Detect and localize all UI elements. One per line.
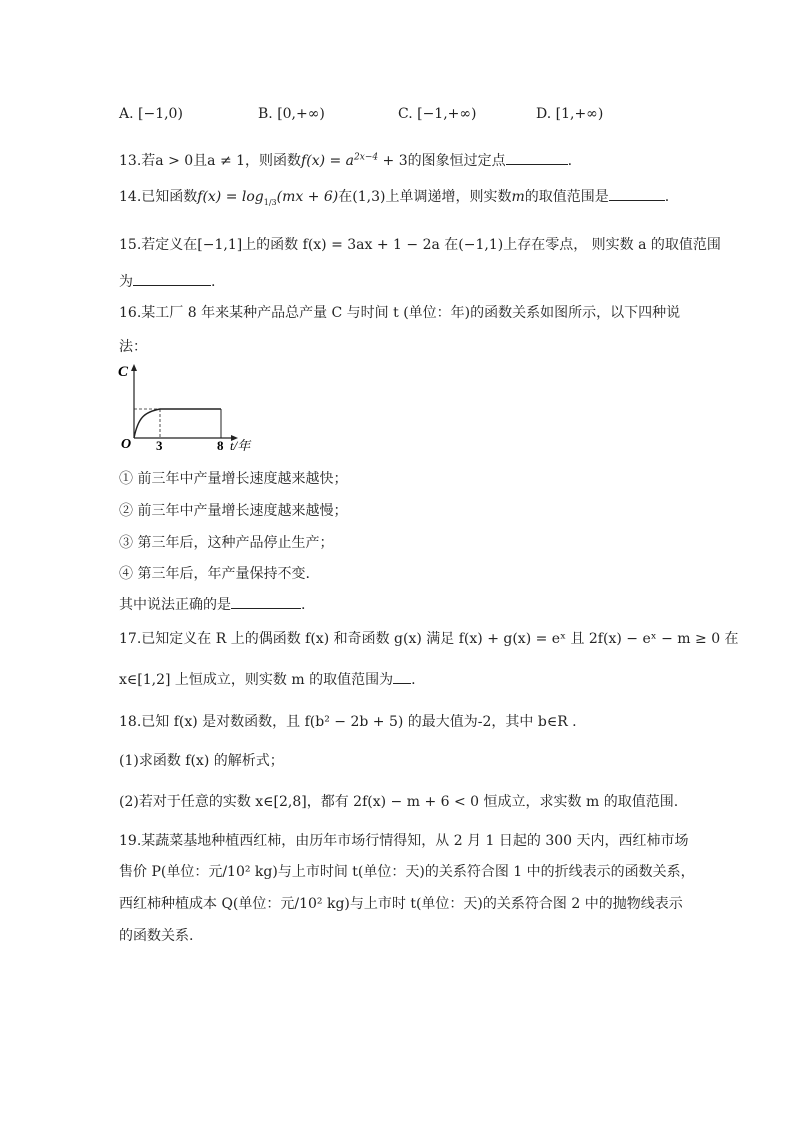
question-17-line2: [119, 669, 416, 689]
question-19-line2: 售价 P(单位：元/10² kg)与上市时间 t(单位：天)的关系符合图 1 中的折线表示的函数关系，: [119, 864, 695, 880]
q14-answer-blank[interactable]: [609, 186, 665, 201]
question-19-line3: 西红柿种植成本 Q(单位：元/10² kg)与上市时 t(单位：天)的关系符合图 2 中的抛物线表示: [119, 896, 683, 912]
q17-end: .: [411, 672, 416, 688]
q17-line2-text: x∈[1,2] 上恒成立，则实数 m 的取值范围为: [119, 672, 394, 688]
q14-prefix: 14.已知函数: [119, 189, 198, 205]
option-a: A. [−1,0): [119, 106, 183, 122]
q13-exp: 2x−4: [354, 152, 379, 163]
q16-answer-prompt: 其中说法正确的是: [119, 597, 231, 613]
option-d: D. [1,+∞): [536, 106, 604, 122]
origin-label: O: [121, 437, 132, 452]
question-18-part1: (1)求函数 f(x) 的解析式；: [119, 753, 284, 769]
question-15-line1: 15.若定义在[−1,1]上的函数 f(x) = 3ax + 1 − 2a 在(−1,1)上存在零点， 则实数 a 的取值范围: [119, 237, 721, 253]
tick-label-8: 8: [217, 438, 224, 452]
production-graph: [114, 362, 264, 452]
q14-arg: (mx + 6): [276, 189, 339, 205]
question-18-line1: 18.已知 f(x) 是对数函数，且 f(b² − 2b + 5) 的最大值为-2，其中 b∈R .: [119, 714, 577, 730]
q13-end: .: [567, 153, 573, 169]
x-axis-label: t/年: [230, 438, 251, 452]
question-16-line1: 16.某工厂 8 年来某种产品总产量 C 与时间 t (单位：年)的函数关系如图所示，以下四种说: [119, 305, 681, 321]
statement-1: ① 前三年中产量增长速度越来越快；: [119, 471, 348, 487]
q14-suffix: 的取值范围是: [524, 189, 609, 205]
statement-3: ③ 第三年后，这种产品停止生产；: [119, 535, 334, 551]
question-15-line2: [119, 271, 215, 291]
q16-answer-blank[interactable]: [231, 594, 301, 609]
q13-func: f(x) = a: [301, 153, 355, 169]
question-16-answer: [119, 594, 305, 614]
question-19-line4: 的函数关系.: [119, 928, 194, 944]
question-13: [119, 150, 572, 170]
option-b: B. [0,+∞): [258, 106, 325, 122]
q14-var: m: [511, 189, 525, 205]
production-curve: [134, 409, 221, 438]
q16-end: .: [301, 597, 306, 613]
option-c: C. [−1,+∞): [398, 106, 477, 122]
q15-answer-blank[interactable]: [133, 271, 211, 286]
q15-line2-text: 为: [119, 274, 133, 290]
q14-func: f(x) = log: [197, 189, 264, 205]
q13-suffix: + 3的图象恒过定点: [378, 153, 506, 169]
question-19-line1: 19.某蔬菜基地种植西红柿，由历年市场行情得知，从 2 月 1 日起的 300 天内，西红柿市场: [119, 833, 689, 849]
y-axis-label: C: [118, 364, 129, 380]
y-axis-arrow-icon: [131, 364, 137, 371]
q14-base: 1/3: [263, 197, 277, 207]
q13-answer-blank[interactable]: [506, 150, 568, 165]
question-18-part2: (2)若对于任意的实数 x∈[2,8]，都有 2f(x) − m + 6 < 0 恒成立，求实数 m 的取值范围.: [119, 794, 679, 810]
question-14: [119, 186, 669, 207]
tick-label-3: 3: [156, 438, 163, 452]
q13-prefix: 13.若: [119, 153, 156, 169]
q14-mid: 在(1,3)上单调递增，则实数: [338, 189, 512, 205]
q14-end: .: [664, 189, 670, 205]
statement-2: ② 前三年中产量增长速度越来越慢；: [119, 503, 348, 519]
q13-cond: a > 0且a ≠ 1，则函数: [155, 153, 302, 169]
q15-end: .: [211, 274, 216, 290]
q17-answer-blank[interactable]: [393, 669, 411, 684]
statement-4: ④ 第三年后，年产量保持不变.: [119, 566, 310, 582]
question-17-line1: 17.已知定义在 R 上的偶函数 f(x) 和奇函数 g(x) 满足 f(x) + g(x) = eˣ 且 2f(x) − eˣ − m ≥ 0 在: [119, 631, 739, 647]
question-16-line2: 法：: [119, 339, 147, 355]
